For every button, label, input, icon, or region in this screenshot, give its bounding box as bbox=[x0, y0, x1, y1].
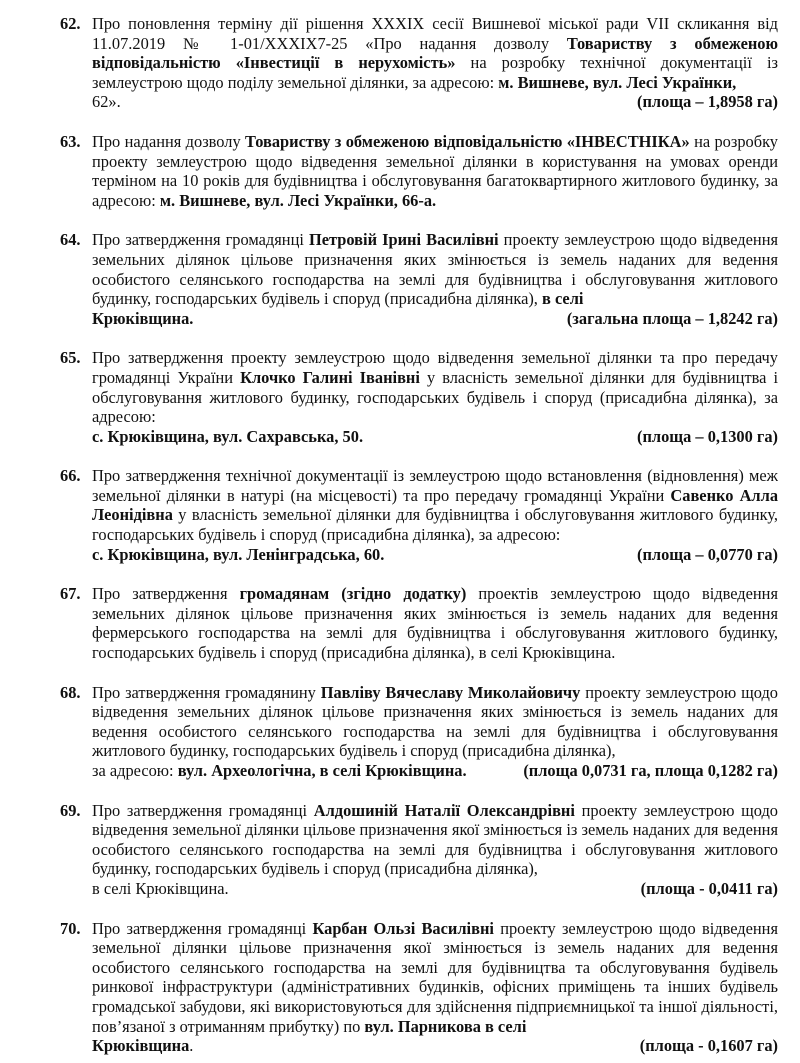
area-value: (площа 0,0731 га, площа 0,1282 га) bbox=[523, 761, 778, 780]
item-area-row: за адресою: вул. Археологічна, в селі Крюківщина. (площа 0,0731 га, площа 0,1282 га) bbox=[92, 761, 778, 780]
area-value: (площа – 0,0770 га) bbox=[637, 544, 778, 564]
item-number: 64. bbox=[60, 230, 81, 250]
item-area-row: с. Крюківщина, вул. Ленінградська, 60. (площа – 0,0770 га) bbox=[92, 544, 778, 564]
area-value: (площа – 0,1300 га) bbox=[637, 426, 778, 446]
item-number: 62. bbox=[60, 14, 81, 33]
item-text: Про надання дозволу Товариству з обмеженою відповідальністю «ІНВЕСТНІКА» на розробку проекту землеустрою щодо відведення земельної ділянки в користування на умовах оренди терміном на 10 років для будівництва і обслуговування багатоквартирного житлового будинку, за адресою: м. Вишневе, вул. Лесі Українки, 66-а. bbox=[92, 131, 778, 210]
item-63 bbox=[60, 132, 778, 210]
item-number: 66. bbox=[60, 466, 81, 486]
area-value: (загальна площа – 1,8242 га) bbox=[566, 308, 778, 328]
area-value: (площа - 0,0411 га) bbox=[640, 878, 778, 898]
item-number: 70. bbox=[60, 918, 81, 938]
item-67 bbox=[60, 584, 778, 662]
item-number: 65. bbox=[60, 348, 81, 368]
item-text: Про затвердження технічної документації із землеустрою щодо встановлення (відновлення) меж земельної ділянки в натурі (на місцевості) та про передачу громадянці України Савенко Алла Леонідівна у власність земельної ділянки для будівництва і обслуговування житлового будинку, господарських будівель і споруд (присадибна ділянка), за адресою: bbox=[92, 466, 779, 545]
item-area-row: Крюківщина. (площа - 0,1607 га) bbox=[92, 1036, 778, 1056]
area-value: (площа – 1,8958 га) bbox=[637, 92, 778, 112]
item-text: Про затвердження проекту землеустрою щодо відведення земельної ділянки та про передачу громадянці України Клочко Галині Іванівні у власність земельної ділянки для будівництва і обслуговування житлового будинку, господарських будівель і споруд (присадибна ділянка), за адресою: bbox=[92, 348, 778, 427]
item-number: 68. bbox=[60, 682, 81, 702]
item-number: 69. bbox=[60, 800, 81, 820]
item-70 bbox=[60, 919, 778, 1056]
area-value: (площа - 0,1607 га) bbox=[639, 1036, 778, 1056]
item-65 bbox=[60, 348, 778, 446]
item-area-row: Крюківщина. (загальна площа – 1,8242 га) bbox=[92, 308, 778, 328]
item-68 bbox=[60, 683, 778, 781]
item-number: 63. bbox=[60, 131, 81, 151]
item-text: Про затвердження громадянці Петровій Ірині Василівні проекту землеустрою щодо відведення земельних ділянок цільове призначення яких змінюється із земель наданих для ведення особистого селянського господарства на землі для будівництва і обслуговування житлового будинку, господарських будівель і споруд (присадибна ділянка), в селі bbox=[92, 230, 779, 309]
item-text: Про затвердження громадянину Павліву Вячеславу Миколайовичу проекту землеустрою щодо відведення земельних ділянок цільове призначення яких змінюється із земель наданих для ведення особистого селянського господарства на землі для будівництва і обслуговування житлового будинку, господарських будівель і споруд (присадибна ділянка), bbox=[92, 682, 778, 761]
item-text: Про затвердження громадянці Алдошиній Наталії Олександрівні проекту землеустрою щодо відведення земельної ділянки цільове призначення якої змінюється із земель наданих для ведення особистого селянського господарства на землі для будівництва і обслуговування житлового будинку, господарських будівель і споруд (присадибна ділянка), bbox=[92, 800, 778, 879]
item-area-row: 62». (площа – 1,8958 га) bbox=[92, 92, 778, 112]
item-text: Про поновлення терміну дії рішення XXXIX сесії Вишневої міської ради VII скликання від 11.07.2019 № 1-01/XXXIX7-25 «Про надання дозволу Товариству з обмеженою відповідальністю «Інвестиції в нерухомість» на розробку технічної документації із землеустрою щодо поділу земельної ділянки, за адресою: м. Вишневе, вул. Лесі Українки, bbox=[92, 14, 779, 92]
item-69 bbox=[60, 801, 778, 899]
item-area-row: в селі Крюківщина. (площа - 0,0411 га) bbox=[92, 878, 778, 898]
item-66 bbox=[60, 466, 778, 564]
item-text: Про затвердження громадянці Карбан Ользі Василівні проекту землеустрою щодо відведення земельної ділянки цільове призначення якої змінюється із земель наданих для ведення особистого селянського господарства на землі для будівництва та обслуговування будівель ринкової інфраструктури (адміністративних будинків, офісних приміщень та інших будівель громадської забудови, які використовуються для здійснення підприємницької та іншої діяльності, пов’язаної з отриманням прибутку) по вул. Парникова в селі bbox=[92, 918, 778, 1036]
item-area-row: с. Крюківщина, вул. Сахравська, 50. (площа – 0,1300 га) bbox=[92, 426, 778, 446]
item-number: 67. bbox=[60, 584, 81, 604]
item-64 bbox=[60, 230, 778, 328]
item-text: Про затвердження громадянам (згідно додатку) проектів землеустрою щодо відведення земельних ділянок цільове призначення яких змінюється із земель наданих для ведення фермерського господарства на землі для будівництва і обслуговування житлового будинку, господарських будівель і споруд (присадибна ділянка), в селі Крюківщина. bbox=[92, 584, 778, 663]
item-62 bbox=[60, 14, 778, 112]
